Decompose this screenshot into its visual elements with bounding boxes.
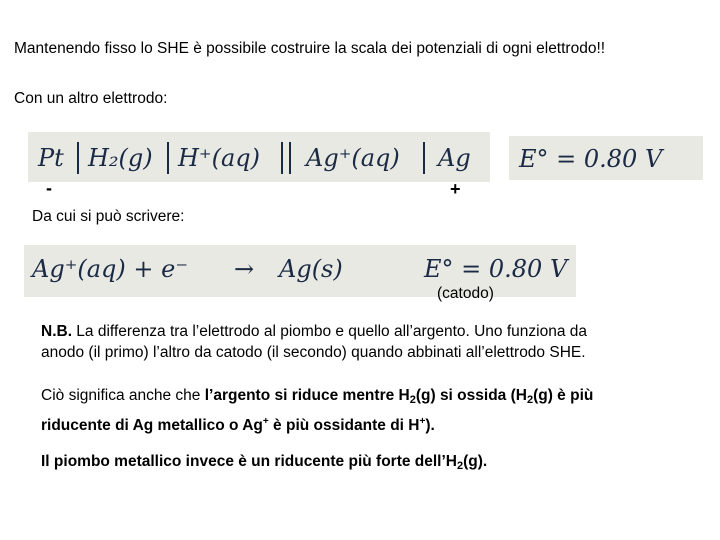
meaning-text-d: (g) è più: [533, 387, 594, 404]
meaning-sup-2: +: [419, 416, 426, 427]
lead-text-a: Il piombo metallico invece è un riducente più forte dell’H: [41, 453, 457, 470]
cell-h2: H₂(g): [88, 144, 153, 172]
nb-label: N.B.: [41, 323, 72, 340]
meaning-sub-2: 2: [526, 394, 534, 406]
potential-1-text: E° = 0.80 V: [519, 145, 663, 173]
reaction-lhs: Ag⁺(aq) + e⁻: [32, 255, 188, 283]
meaning-text-g: ).: [425, 417, 435, 434]
cell-agplus: Ag⁺(aq): [306, 144, 400, 172]
other-electrode-text: Con un altro elettrodo:: [14, 90, 168, 107]
reaction-rhs: Ag(s): [279, 255, 343, 283]
meaning-text-c: (g) si ossida (H: [415, 387, 527, 404]
nb-line-1: La differenza tra l’elettrodo al piombo e quello all’argento. Uno funziona da: [72, 323, 587, 340]
lead-sub: 2: [457, 460, 464, 472]
cell-hplus: H⁺(aq): [178, 144, 260, 172]
meaning-paragraph: [41, 385, 711, 436]
lead-text-b: (g).: [463, 453, 488, 470]
nb-paragraph: [41, 321, 706, 363]
potential-1-image: [509, 136, 703, 180]
meaning-sub-1: 2: [409, 394, 416, 406]
reaction-arrow: →: [234, 255, 255, 283]
write-label: Da cui si può scrivere:: [32, 208, 185, 225]
cell-notation-image: [28, 132, 490, 182]
lead-paragraph: [41, 451, 487, 477]
cell-pt: Pt: [38, 144, 64, 172]
intro-text: Mantenendo fisso lo SHE è possibile costruire la scala dei potenziali di ogni elettrodo!!: [14, 40, 606, 57]
anode-sign: -: [46, 178, 52, 198]
meaning-sup-1: +: [262, 416, 269, 427]
nb-line-2: anodo (il primo) l’altro da catodo (il secondo) quando abbinati all’elettrodo SHE.: [41, 344, 586, 361]
cathode-sign: +: [450, 179, 461, 199]
meaning-text-b: l’argento si riduce mentre H: [204, 387, 410, 404]
meaning-text-e: riducente di Ag metallico o Ag: [41, 417, 263, 434]
meaning-text-a: Ciò significa anche che: [41, 387, 205, 404]
meaning-text-f: è più ossidante di H: [268, 417, 420, 434]
cathode-label: (catodo): [437, 285, 494, 302]
cell-ag: Ag: [438, 144, 471, 172]
potential-2-text: E° = 0.80 V: [424, 255, 568, 283]
